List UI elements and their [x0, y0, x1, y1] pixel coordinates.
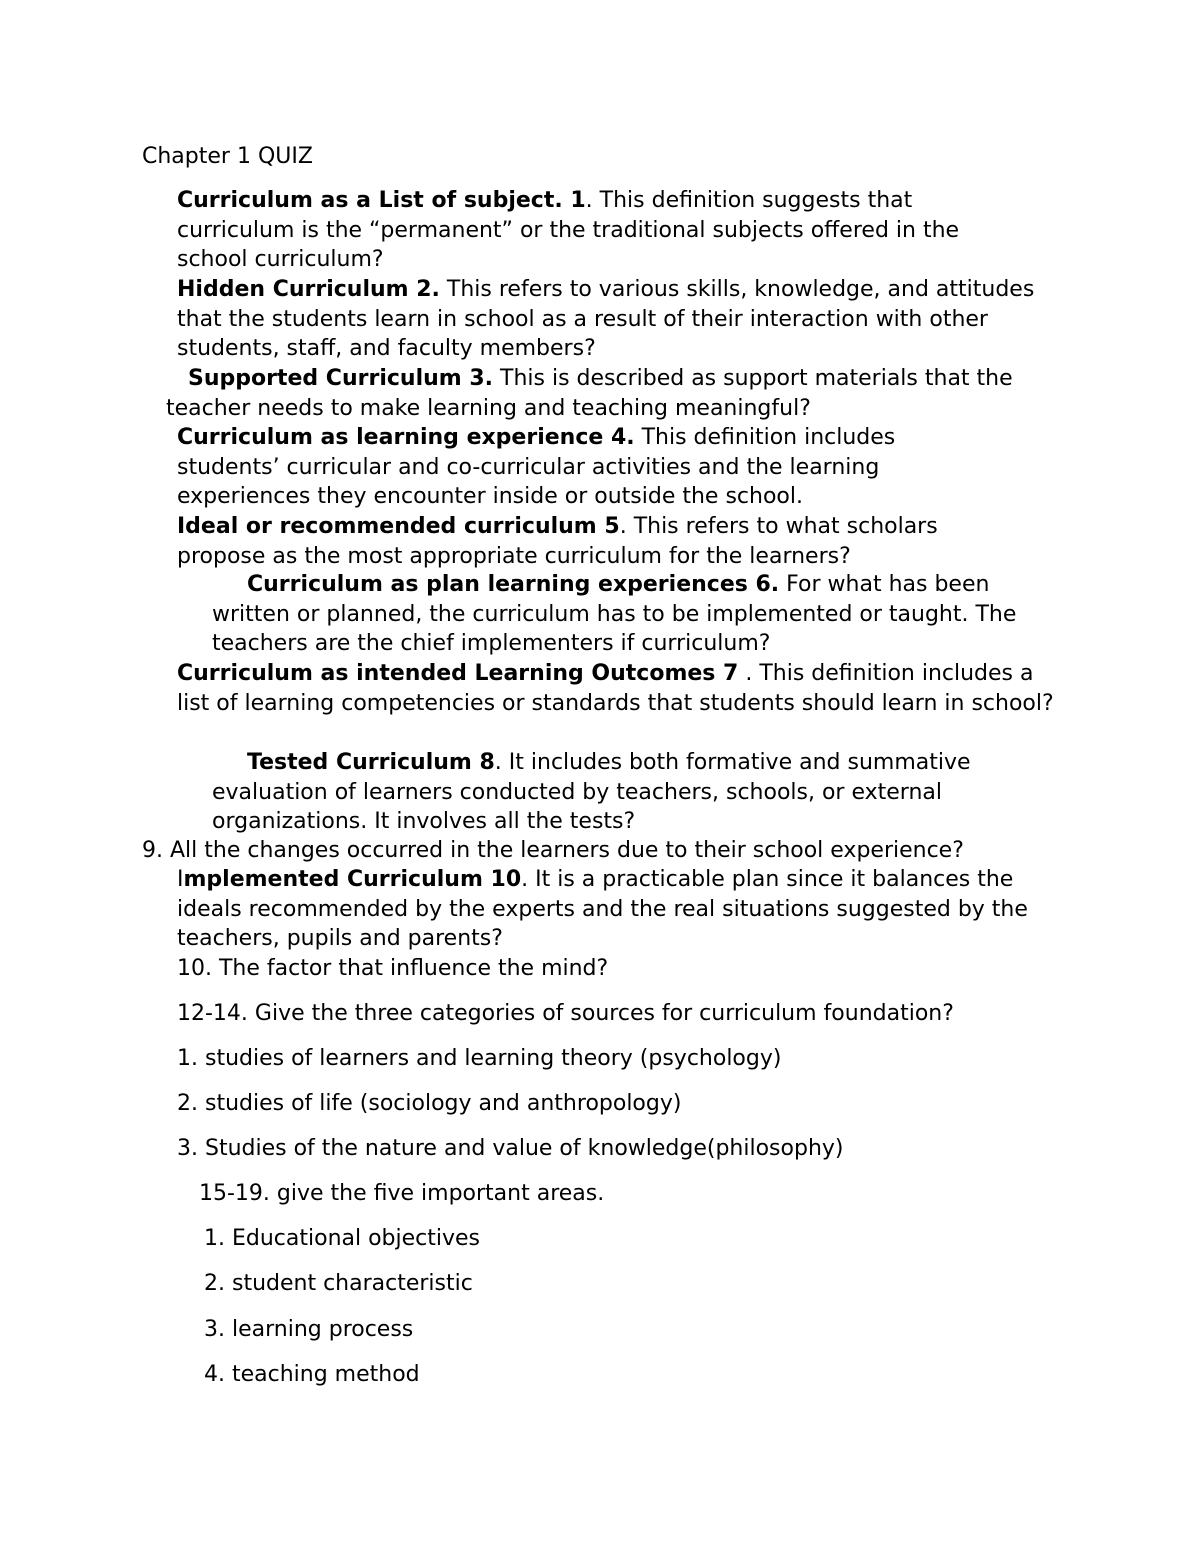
question-text: This definition includes students’ curricular and co-curricular activities and the learning experiences they encounter inside or outside the school.: [177, 425, 896, 510]
sources-item-1: 1. studies of learners and learning theory (psychology): [177, 1046, 782, 1071]
question-term: Tested Curriculum 8: [247, 750, 495, 775]
question-text: This refers to various skills, knowledge, and attitudes that the students learn in school as a result of their interaction with other students, staff, and faculty members?: [177, 277, 1035, 362]
areas-heading: 15-19. give the five important areas.: [199, 1181, 605, 1206]
question-term: Curriculum as learning experience 4.: [177, 425, 635, 450]
question-text: . It is a practicable plan since it balances the ideals recommended by the experts and the real situations suggested by the teachers, pupils and parents?: [177, 867, 1028, 952]
question-term: mplemented Curriculum 10: [183, 867, 522, 892]
question-10: [177, 865, 1057, 954]
question-term-prefix: I: [177, 867, 184, 892]
question-6: [212, 570, 1072, 659]
question-9: [142, 836, 1142, 866]
question-text: . This definition suggests that curriculum is the “permanent” or the traditional subjects offered in the school curriculum?: [177, 188, 960, 273]
question-term: Curriculum as intended Learning Outcomes 7: [177, 661, 739, 686]
question-11: [177, 954, 1057, 984]
question-term: Supported Curriculum 3.: [188, 366, 494, 391]
question-text: . This refers to what scholars propose as the most appropriate curriculum for the learners?: [177, 514, 938, 569]
question-5: [177, 512, 1017, 571]
question-text: . It includes both formative and summative evaluation of learners conducted by teachers, schools, or external organizations. It involves all the tests?: [212, 750, 971, 835]
question-text: This is described as support materials that the teacher needs to make learning and teaching meaningful?: [166, 366, 1013, 421]
areas-item-1: 1. Educational objectives: [204, 1226, 481, 1251]
areas-item-4: 4. teaching method: [204, 1362, 420, 1387]
question-text: For what has been written or planned, the curriculum has to be implemented or taught. The teachers are the chief implementers if curriculum?: [212, 572, 1017, 657]
question-3: [166, 364, 1036, 423]
question-text: 9. All the changes occurred in the learners due to their school experience?: [142, 838, 964, 863]
question-term: Ideal or recommended curriculum 5: [177, 514, 620, 539]
question-term: Curriculum as plan learning experiences 6.: [247, 572, 780, 597]
question-text: 10. The factor that influence the mind?: [177, 956, 609, 981]
areas-item-2: 2. student characteristic: [204, 1271, 473, 1296]
question-8: [212, 748, 1042, 837]
question-1: [177, 186, 1007, 275]
sources-heading: 12-14. Give the three categories of sources for curriculum foundation?: [177, 1001, 954, 1026]
question-4: [177, 423, 977, 512]
document-title: Chapter 1 QUIZ: [142, 144, 313, 169]
question-term: Curriculum as a List of subject. 1: [177, 188, 586, 213]
question-7: [177, 659, 1057, 718]
question-2: [177, 275, 1047, 364]
sources-item-3: 3. Studies of the nature and value of knowledge(philosophy): [177, 1136, 844, 1161]
question-text: . This definition includes a list of learning competencies or standards that students should learn in school?: [177, 661, 1054, 716]
sources-item-2: 2. studies of life (sociology and anthropology): [177, 1091, 682, 1116]
areas-item-3: 3. learning process: [204, 1317, 414, 1342]
question-term: Hidden Curriculum 2.: [177, 277, 440, 302]
